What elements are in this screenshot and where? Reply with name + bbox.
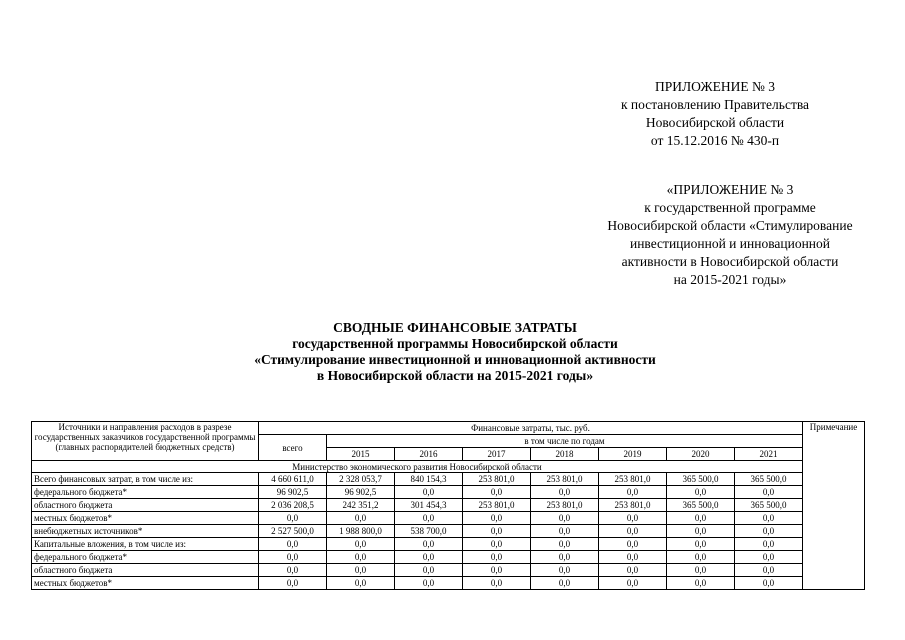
table-row bbox=[32, 499, 865, 512]
row-label: местных бюджетов* bbox=[32, 512, 259, 525]
header-year: 2017 bbox=[463, 448, 531, 461]
title-line: в Новосибирской области на 2015-2021 годы» bbox=[316, 368, 594, 383]
table-cell: 1 988 800,0 bbox=[327, 525, 395, 538]
table-cell: 253 801,0 bbox=[463, 499, 531, 512]
table-cell: 0,0 bbox=[395, 538, 463, 551]
table-row bbox=[32, 538, 865, 551]
row-label: областного бюджета bbox=[32, 499, 259, 512]
table-cell: 0,0 bbox=[531, 577, 599, 590]
title-line: государственной программы Новосибирской области bbox=[292, 336, 618, 351]
table-cell: 365 500,0 bbox=[667, 499, 735, 512]
header-year: 2018 bbox=[531, 448, 599, 461]
appendix-program-block bbox=[570, 181, 890, 289]
table-cell: 4 660 611,0 bbox=[259, 473, 327, 486]
table-cell: 0,0 bbox=[599, 486, 667, 499]
table-cell: 0,0 bbox=[735, 538, 803, 551]
appendix-program-line: инвестиционной и инновационной bbox=[629, 236, 831, 251]
table-cell: 0,0 bbox=[463, 551, 531, 564]
table-cell: 242 351,2 bbox=[327, 499, 395, 512]
table-cell: 0,0 bbox=[599, 577, 667, 590]
appendix-program-line: активности в Новосибирской области bbox=[621, 254, 839, 269]
table-cell: 96 902,5 bbox=[259, 486, 327, 499]
table-cell: 0,0 bbox=[667, 564, 735, 577]
table-cell: 840 154,3 bbox=[395, 473, 463, 486]
header-note: Примечание bbox=[803, 422, 865, 590]
table-cell: 0,0 bbox=[599, 538, 667, 551]
table-cell: 0,0 bbox=[531, 486, 599, 499]
table-cell: 2 036 208,5 bbox=[259, 499, 327, 512]
table-cell: 253 801,0 bbox=[531, 473, 599, 486]
table-cell: 0,0 bbox=[667, 577, 735, 590]
header-year: 2019 bbox=[599, 448, 667, 461]
table-cell: 0,0 bbox=[599, 525, 667, 538]
table-row bbox=[32, 577, 865, 590]
table-cell: 0,0 bbox=[395, 564, 463, 577]
table-cell: 96 902,5 bbox=[327, 486, 395, 499]
table-cell: 0,0 bbox=[531, 512, 599, 525]
table-cell: 0,0 bbox=[735, 577, 803, 590]
header-financial: Финансовые затраты, тыс. руб. bbox=[259, 422, 803, 435]
table-row bbox=[32, 512, 865, 525]
title-line: СВОДНЫЕ ФИНАНСОВЫЕ ЗАТРАТЫ bbox=[333, 320, 577, 335]
appendix-program-line: к государственной программе bbox=[644, 200, 816, 215]
table-cell: 0,0 bbox=[463, 525, 531, 538]
appendix-header-line: к постановлению Правительства bbox=[620, 97, 810, 112]
table-cell: 0,0 bbox=[327, 564, 395, 577]
table-cell: 0,0 bbox=[395, 577, 463, 590]
document-title bbox=[190, 320, 720, 384]
table-cell: 253 801,0 bbox=[531, 499, 599, 512]
header-year: 2016 bbox=[395, 448, 463, 461]
table-cell: 0,0 bbox=[463, 564, 531, 577]
row-label: Капитальные вложения, в том числе из: bbox=[32, 538, 259, 551]
table-cell: 0,0 bbox=[735, 512, 803, 525]
table-cell: 0,0 bbox=[259, 538, 327, 551]
table-cell: 0,0 bbox=[395, 486, 463, 499]
table-cell: 0,0 bbox=[735, 486, 803, 499]
row-label: федерального бюджета* bbox=[32, 486, 259, 499]
table-cell: 0,0 bbox=[735, 551, 803, 564]
table-cell: 253 801,0 bbox=[599, 473, 667, 486]
title-line: «Стимулирование инвестиционной и инновационной активности bbox=[254, 352, 656, 367]
appendix-header-line: от 15.12.2016 № 430-п bbox=[650, 133, 780, 148]
table-cell: 538 700,0 bbox=[395, 525, 463, 538]
header-year: 2020 bbox=[667, 448, 735, 461]
table-cell: 2 328 053,7 bbox=[327, 473, 395, 486]
header-sources: Источники и направления расходов в разрезе государственных заказчиков государственной программы (главных распорядителей бюджетных средств) bbox=[32, 422, 259, 461]
table-cell: 0,0 bbox=[667, 512, 735, 525]
table-cell: 0,0 bbox=[327, 577, 395, 590]
table-cell: 365 500,0 bbox=[735, 499, 803, 512]
header-year: 2015 bbox=[327, 448, 395, 461]
table-cell: 0,0 bbox=[531, 538, 599, 551]
table-cell: 0,0 bbox=[599, 551, 667, 564]
table-cell: 0,0 bbox=[463, 577, 531, 590]
row-label: федерального бюджета* bbox=[32, 551, 259, 564]
row-label: местных бюджетов* bbox=[32, 577, 259, 590]
appendix-header-line: Новосибирской области bbox=[645, 115, 785, 130]
row-label: областного бюджета bbox=[32, 564, 259, 577]
ministry-row: Министерство экономического развития Новосибирской области bbox=[32, 461, 803, 473]
header-total: всего bbox=[259, 435, 327, 461]
table-cell: 253 801,0 bbox=[599, 499, 667, 512]
table-cell: 0,0 bbox=[531, 564, 599, 577]
header-year: 2021 bbox=[735, 448, 803, 461]
table-cell: 0,0 bbox=[259, 551, 327, 564]
table-cell: 0,0 bbox=[463, 538, 531, 551]
table-row bbox=[32, 461, 865, 473]
table-cell: 301 454,3 bbox=[395, 499, 463, 512]
appendix-header-line: ПРИЛОЖЕНИЕ № 3 bbox=[654, 79, 776, 94]
header-by-years: в том числе по годам bbox=[327, 435, 803, 448]
table-cell: 0,0 bbox=[327, 538, 395, 551]
appendix-header-block bbox=[610, 78, 820, 150]
table-cell: 0,0 bbox=[463, 486, 531, 499]
table-cell: 0,0 bbox=[531, 551, 599, 564]
table-cell: 0,0 bbox=[395, 512, 463, 525]
row-label: Всего финансовых затрат, в том числе из: bbox=[32, 473, 259, 486]
table-cell: 0,0 bbox=[259, 577, 327, 590]
table-cell: 253 801,0 bbox=[463, 473, 531, 486]
table-cell: 2 527 500,0 bbox=[259, 525, 327, 538]
table-cell: 0,0 bbox=[395, 551, 463, 564]
appendix-program-line: Новосибирской области «Стимулирование bbox=[607, 218, 853, 233]
table-cell: 0,0 bbox=[327, 512, 395, 525]
table-cell: 0,0 bbox=[259, 564, 327, 577]
row-label: внебюджетных источников* bbox=[32, 525, 259, 538]
table-cell: 0,0 bbox=[599, 512, 667, 525]
table-header-row bbox=[32, 422, 865, 435]
table-cell: 0,0 bbox=[667, 525, 735, 538]
table-cell: 365 500,0 bbox=[667, 473, 735, 486]
table-row bbox=[32, 551, 865, 564]
table-row bbox=[32, 564, 865, 577]
table-cell: 0,0 bbox=[327, 551, 395, 564]
table-row bbox=[32, 525, 865, 538]
table-cell: 0,0 bbox=[259, 512, 327, 525]
table-cell: 0,0 bbox=[463, 512, 531, 525]
table-cell: 0,0 bbox=[667, 538, 735, 551]
table-cell: 0,0 bbox=[735, 525, 803, 538]
table-row bbox=[32, 473, 865, 486]
table-cell: 0,0 bbox=[531, 525, 599, 538]
appendix-program-line: «ПРИЛОЖЕНИЕ № 3 bbox=[666, 182, 794, 197]
table-cell: 0,0 bbox=[667, 486, 735, 499]
table-cell: 365 500,0 bbox=[735, 473, 803, 486]
table-cell: 0,0 bbox=[667, 551, 735, 564]
table-row bbox=[32, 486, 865, 499]
financial-costs-table bbox=[31, 421, 865, 590]
table-cell: 0,0 bbox=[599, 564, 667, 577]
table-cell: 0,0 bbox=[735, 564, 803, 577]
appendix-program-line: на 2015-2021 годы» bbox=[673, 272, 787, 287]
